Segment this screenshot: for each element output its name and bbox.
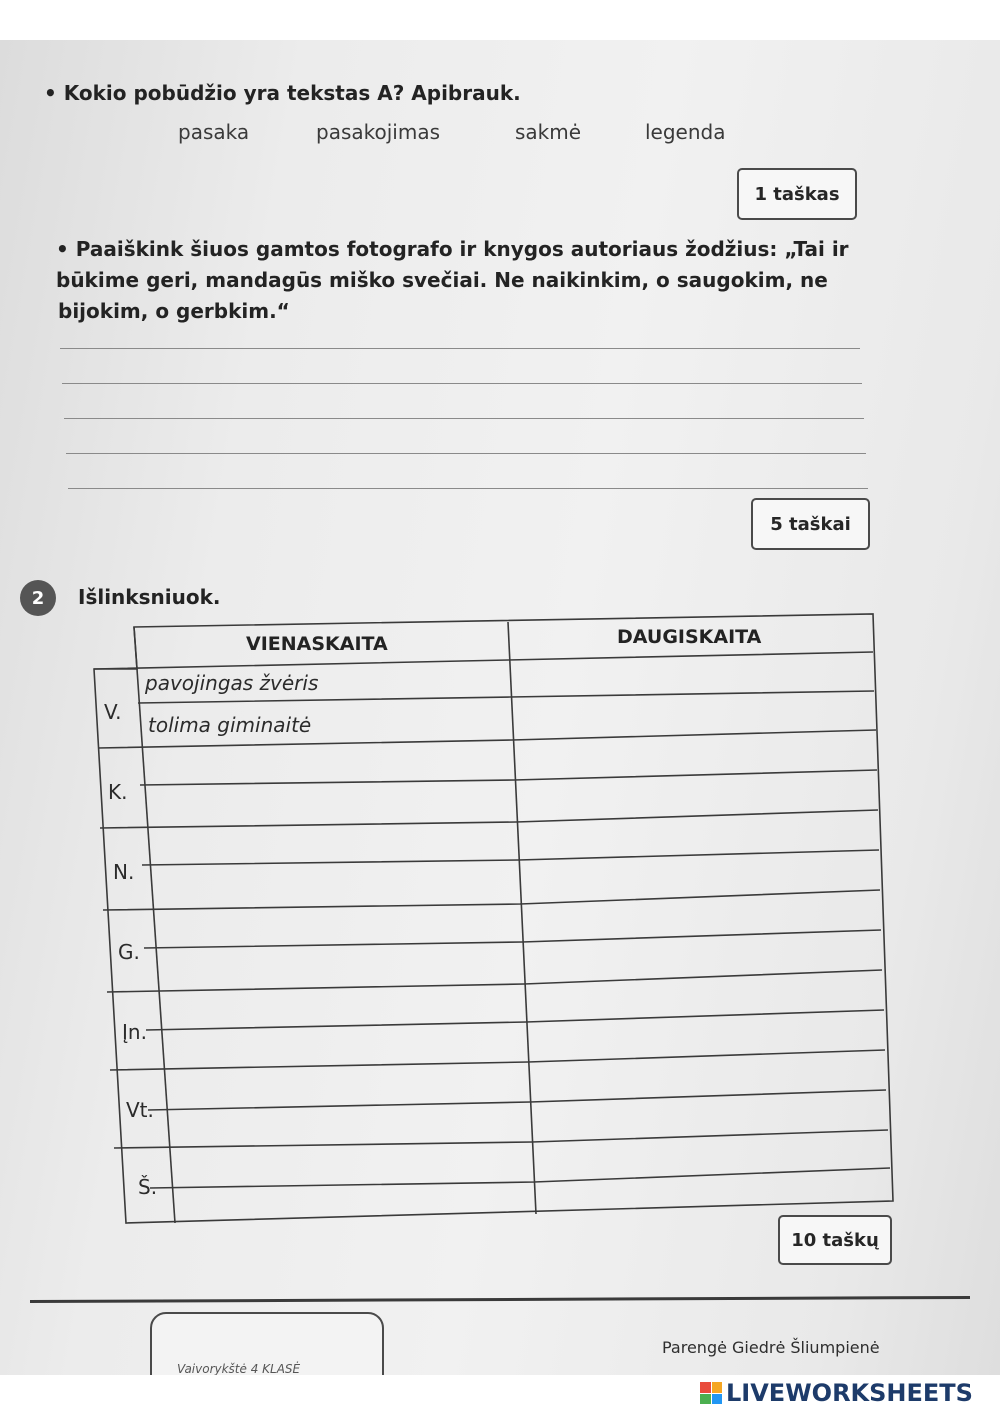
score-box-1: 1 taškas [737,168,857,220]
case-sauksmininkas: Š. [138,1175,158,1199]
score-box-2: 5 taškai [751,498,870,550]
header-singular: VIENASKAITA [246,633,388,655]
liveworksheets-logo-icon [700,1382,722,1404]
footer-book-tab [150,1312,384,1375]
brand-name: LIVEWORKSHEETS [726,1379,973,1407]
given-word-1: pavojingas žvėris [145,671,319,695]
answer-line-1[interactable] [60,348,860,349]
answer-line-4[interactable] [66,453,866,454]
case-inagininkas: Įn. [122,1020,147,1044]
answer-line-3[interactable] [64,418,864,419]
option-sakme[interactable]: sakmė [515,120,582,144]
option-pasaka[interactable]: pasaka [178,120,250,144]
case-vardininkas: V. [104,700,122,724]
question2-prompt-line2: būkime geri, mandagūs miško svečiai. Ne naikinkim, o saugokim, ne [56,268,828,292]
task-number-badge: 2 [20,580,56,616]
author-credit: Parengė Giedrė Šliumpienė [662,1338,880,1357]
footer-divider [30,1296,970,1303]
liveworksheets-brand [700,1378,973,1408]
answer-line-5[interactable] [68,488,868,489]
answer-line-2[interactable] [62,383,862,384]
given-word-2: tolima giminaitė [148,713,312,737]
case-vietininkas: Vt. [126,1098,154,1122]
question1-prompt: • Kokio pobūdžio yra tekstas A? Apibrauk. [44,81,521,105]
option-legenda[interactable]: legenda [645,120,726,144]
option-pasakojimas[interactable]: pasakojimas [316,120,441,144]
task2-title: Išlinksniuok. [78,585,221,609]
question2-prompt-line1: • Paaiškink šiuos gamtos fotografo ir knygos autoriaus žodžius: „Tai ir [56,237,849,261]
footer-tab-text: Vaivorykštė 4 KLASĖ [177,1362,301,1375]
case-galininkas: G. [118,940,140,964]
case-kilmininkas: K. [108,780,128,804]
header-plural: DAUGISKAITA [617,626,762,648]
question2-prompt-line3: bijokim, o gerbkim.“ [58,299,290,323]
score-box-3: 10 taškų [778,1215,892,1265]
case-naudininkas: N. [113,860,135,884]
